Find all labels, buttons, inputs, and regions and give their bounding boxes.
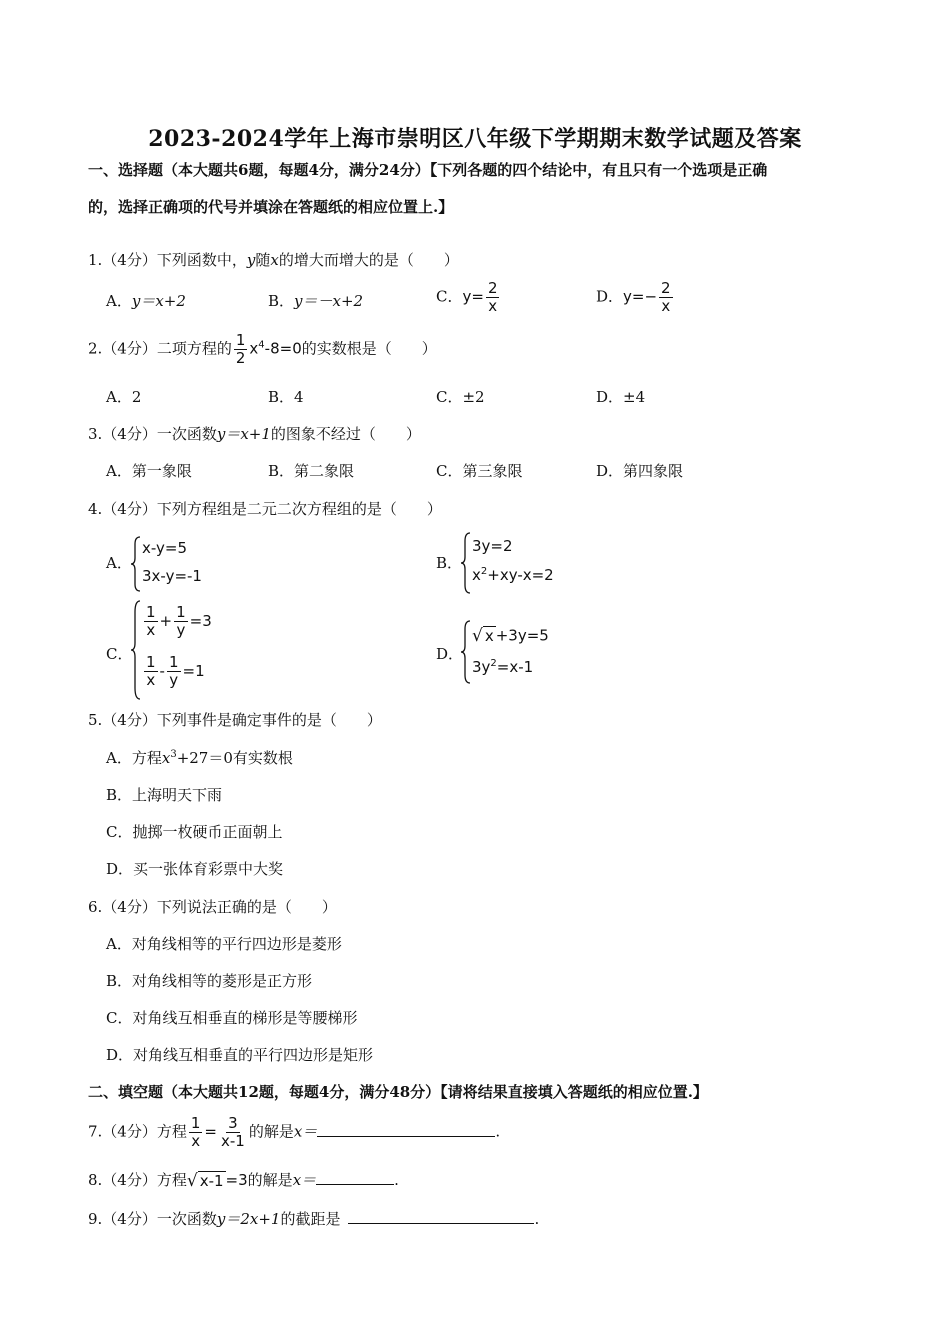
question-7-stem: [88, 1115, 500, 1150]
q6-option-d: D．对角线互相垂直的平行四边形是矩形: [106, 1046, 374, 1064]
q2-expr-exponent: 4: [258, 339, 265, 351]
q4-option-b-system: [460, 532, 610, 594]
q4-d-eq2-exponent: 2: [490, 658, 497, 669]
q4-option-d-label: D．: [436, 645, 464, 663]
q8-var: x＝: [292, 1171, 317, 1189]
q1-c-numerator: 2: [487, 279, 498, 297]
q8-rhs: =3: [225, 1171, 248, 1189]
q1-option-a-label: A．: [106, 292, 132, 310]
q4-c-eq2-num-2: 1: [168, 653, 179, 671]
q7-fraction-1: [189, 1115, 203, 1150]
q4-c-eq1-num-2: 1: [176, 603, 186, 621]
q1-option-c: [436, 280, 501, 315]
q7-end: .: [495, 1122, 501, 1141]
q2-stem-prefix: 2.（4分）二项方程的: [88, 339, 232, 358]
q5-option-a: [106, 747, 293, 768]
q4-b-eq2-base: x: [472, 566, 481, 584]
q4-b-equation-1: 3y=2: [472, 537, 513, 555]
section-2-heading: 二、填空题（本大题共12题，每题4分，满分48分）【请将结果直接填入答题纸的相应位置.】: [88, 1083, 708, 1101]
q2-fraction: [234, 332, 248, 367]
q1-option-d-pre: y=−: [623, 287, 658, 306]
left-brace-icon: [460, 620, 472, 684]
q4-option-a-label: A．: [106, 554, 132, 572]
question-2-stem: [88, 332, 437, 367]
q4-d-eq1-rest: +3y=5: [495, 626, 549, 645]
q2-expr-x: x: [249, 339, 259, 358]
q2-numerator: 1: [235, 331, 246, 349]
q4-c-eq2-den-2: y: [169, 671, 179, 689]
section-1-heading: [88, 152, 878, 226]
q3-option-b: B．第二象限: [268, 462, 355, 480]
q4-c-eq2-den-1: x: [146, 671, 156, 689]
q4-option-b-label: B．: [436, 554, 463, 572]
q1-d-numerator: 2: [661, 279, 671, 297]
q5-option-d: D．买一张体育彩票中大奖: [106, 860, 284, 878]
q4-d-equation-1: [472, 626, 549, 646]
q1-option-b-label: B．: [268, 292, 295, 310]
q1-c-denominator: x: [488, 297, 498, 315]
q4-option-c-label: C．: [106, 645, 133, 663]
q4-c-equation-2: [142, 654, 205, 689]
q1-option-d-fraction: [659, 280, 673, 315]
q8-end: .: [394, 1171, 399, 1189]
q9-stem-mid: 的截距是: [280, 1210, 341, 1228]
q2-option-b: B．4: [268, 388, 304, 406]
section-1-line-1: 一、选择题（本大题共6题，每题4分，满分24分）【下列各题的四个结论中，有且只有一个选项是正确: [88, 161, 768, 179]
q4-c-eq1-frac-2: [174, 604, 188, 639]
q7-fraction-2: [219, 1115, 247, 1150]
q4-c-eq2-num-1: 1: [146, 653, 156, 671]
q4-d-eq2-rest: =x-1: [496, 658, 534, 676]
q4-option-d-system: [460, 620, 610, 684]
q6-option-a: A．对角线相等的平行四边形是菱形: [106, 935, 342, 953]
q1-var-y: y: [246, 251, 256, 269]
q8-radicand: x-1: [199, 1172, 224, 1190]
q3-stem-expr: y＝x+1: [216, 425, 271, 443]
q7-denominator-2: x-1: [220, 1132, 245, 1150]
q4-c-eq1-operator: +: [159, 612, 173, 630]
question-3-stem: [88, 423, 421, 444]
q9-answer-blank[interactable]: [348, 1209, 534, 1224]
left-brace-icon: [130, 600, 142, 700]
q4-a-equation-1: x-y=5: [142, 539, 188, 557]
q1-option-c-pre: y=: [462, 287, 484, 306]
q3-option-d: D．第四象限: [596, 462, 684, 480]
q4-b-eq2-exponent: 2: [480, 566, 488, 577]
q5-option-b: B．上海明天下雨: [106, 786, 223, 804]
q5-option-a-post: 有实数根: [232, 749, 293, 767]
q4-c-eq2-operator: -: [159, 662, 165, 680]
q1-option-d-label: D．: [596, 287, 624, 306]
q2-expr-rest: -8=0: [264, 339, 302, 358]
q9-expr: y＝2x+1: [216, 1210, 281, 1228]
q1-option-b: [268, 290, 363, 311]
q4-c-eq2-frac-1: [144, 654, 158, 689]
q1-option-c-fraction: [486, 280, 500, 315]
q9-stem-prefix: 9.（4分）一次函数: [88, 1210, 217, 1228]
q4-c-equation-1: [142, 604, 212, 639]
q4-c-eq1-frac-1: [144, 604, 158, 639]
q4-d-eq1-radicand: x: [484, 627, 494, 645]
q4-b-eq2-rest: +xy-x=2: [487, 566, 554, 584]
q1-var-x: x: [270, 251, 279, 269]
q5-option-a-exponent: 3: [170, 749, 177, 760]
q1-stem-suffix: 的增大而增大的是（ ）: [278, 251, 459, 269]
q4-c-eq1-num-1: 1: [146, 603, 156, 621]
q7-var: x＝: [293, 1122, 318, 1141]
q7-equals: =: [204, 1122, 217, 1141]
q7-numerator-1: 1: [190, 1114, 201, 1132]
q8-stem-prefix: 8.（4分）方程: [88, 1171, 187, 1189]
q4-option-a-system: [130, 536, 250, 592]
q4-c-eq1-den-2: y: [176, 621, 186, 639]
question-4-stem: 4.（4分）下列方程组是二元二次方程组的是（ ）: [88, 500, 442, 518]
square-root-icon: √ x-1: [186, 1171, 224, 1191]
q7-denominator-1: x: [191, 1132, 201, 1150]
q7-stem-mid: 的解是: [248, 1122, 294, 1141]
q6-option-c: C．对角线互相垂直的梯形是等腰梯形: [106, 1009, 358, 1027]
q6-option-b: B．对角线相等的菱形是正方形: [106, 972, 313, 990]
q4-a-equation-2: 3x-y=-1: [142, 567, 202, 585]
question-6-stem: 6.（4分）下列说法正确的是（ ）: [88, 898, 337, 916]
q4-c-eq2-rhs: =1: [182, 662, 205, 680]
q4-d-eq2-base: 3y: [472, 658, 491, 676]
q8-answer-blank[interactable]: [316, 1170, 394, 1185]
q2-option-a: A．2: [106, 388, 142, 406]
section-1-line-2: 的，选择正确项的代号并填涂在答题纸的相应位置上.】: [88, 198, 454, 216]
q4-c-eq2-frac-2: [167, 654, 181, 689]
q1-option-d: [596, 280, 675, 315]
q2-denominator: 2: [235, 349, 246, 367]
q1-option-a: [106, 290, 186, 311]
q5-option-a-rest: +27＝0: [176, 749, 233, 767]
q5-option-c: C．抛掷一枚硬币正面朝上: [106, 823, 283, 841]
q7-numerator-2: 3: [228, 1114, 238, 1132]
q4-c-eq1-den-1: x: [146, 621, 156, 639]
q3-stem-prefix: 3.（4分）一次函数: [88, 425, 217, 443]
left-brace-icon: [460, 532, 472, 594]
question-8-stem: [88, 1169, 399, 1191]
q3-option-c: C．第三象限: [436, 462, 523, 480]
q5-option-a-var: x: [161, 749, 171, 767]
q4-c-eq1-rhs: =3: [189, 612, 212, 630]
left-brace-icon: [130, 536, 142, 592]
q8-stem-mid: 的解是: [247, 1171, 293, 1189]
q1-option-b-expr: y＝－x+2: [294, 292, 364, 310]
q2-option-d: D．±4: [596, 388, 646, 406]
q1-stem-mid: 随: [255, 251, 271, 269]
q1-option-a-expr: y＝x+2: [131, 292, 186, 310]
q1-option-c-label: C．: [436, 287, 463, 306]
page-title: 2023-2024学年上海市崇明区八年级下学期期末数学试题及答案: [148, 126, 802, 152]
q4-d-equation-2: [472, 658, 533, 676]
q3-stem-suffix: 的图象不经过（ ）: [270, 425, 421, 443]
square-root-icon: √ x: [472, 626, 494, 646]
q4-option-c-system: [130, 600, 250, 700]
q1-d-denominator: x: [661, 297, 671, 315]
q2-stem-suffix: 的实数根是（ ）: [301, 339, 437, 358]
question-5-stem: 5.（4分）下列事件是确定事件的是（ ）: [88, 711, 382, 729]
q2-option-c: C．±2: [436, 388, 485, 406]
q7-stem-prefix: 7.（4分）方程: [88, 1122, 187, 1141]
q7-answer-blank[interactable]: [317, 1122, 495, 1137]
question-9-stem: [88, 1208, 539, 1229]
q5-option-a-pre: A．方程: [106, 749, 162, 767]
q9-end: .: [534, 1210, 540, 1228]
q4-b-equation-2: [472, 566, 554, 584]
q3-option-a: A．第一象限: [106, 462, 192, 480]
question-1-stem: [88, 249, 459, 270]
q1-stem-prefix: 1.（4分）下列函数中，: [88, 251, 247, 269]
